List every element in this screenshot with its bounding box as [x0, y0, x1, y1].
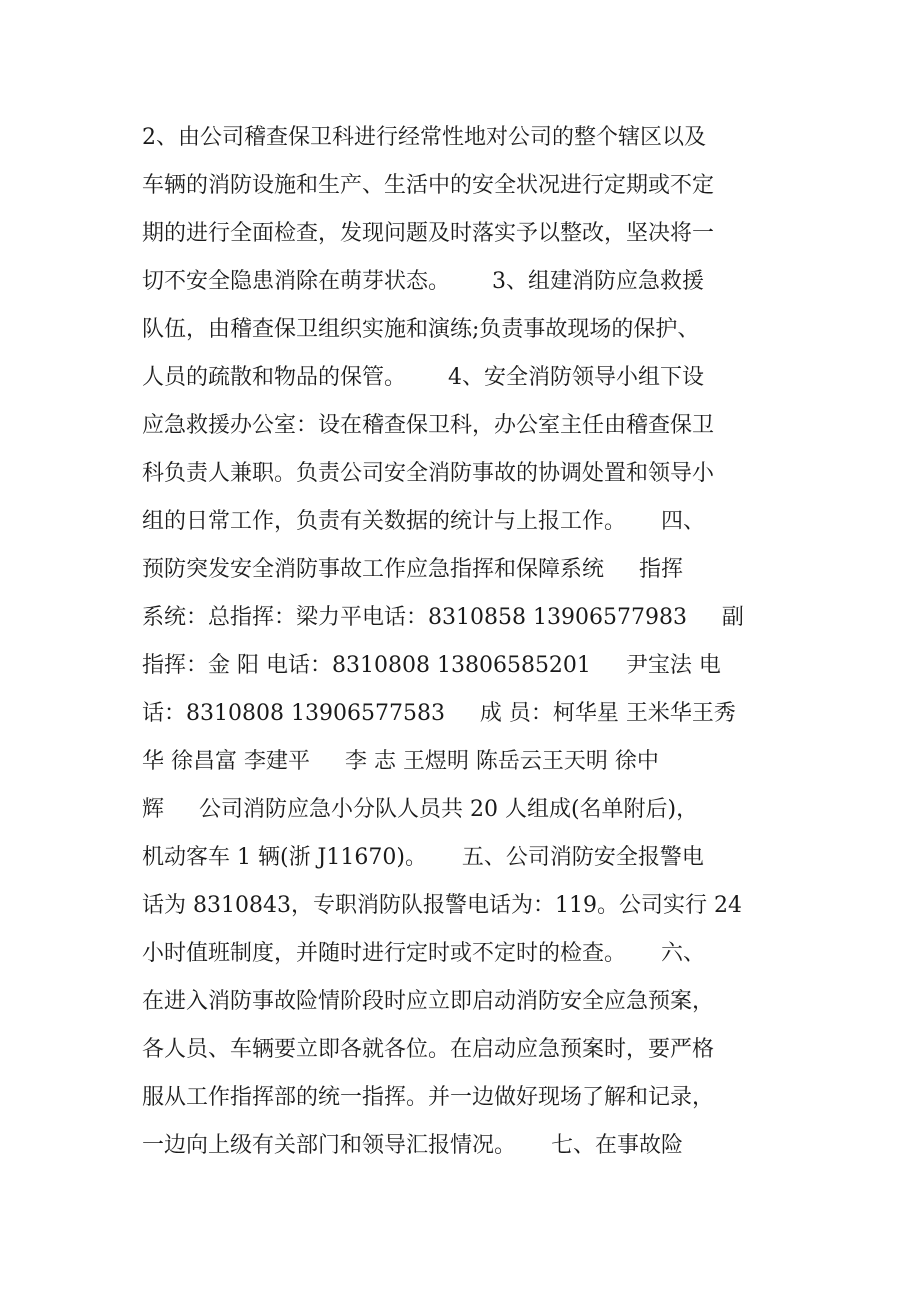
text-line-19: 在进入消防事故险情阶段时应立即启动消防安全应急预案，: [142, 989, 715, 1014]
text-line-4: 切不安全隐患消除在萌芽状态。 3、组建消防应急救援: [142, 269, 704, 294]
text-line-2: 车辆的消防设施和生产、生活中的安全状况进行定期或不定: [142, 173, 715, 198]
text-line-13: 话：8310808 13906577583 成 员：柯华星 王米华王秀: [142, 701, 736, 726]
body-text: [142, 114, 802, 1170]
text-line-1: 2、由公司稽查保卫科进行经常性地对公司的整个辖区以及: [142, 125, 706, 150]
text-line-12: 指挥：金 阳 电话：8310808 13806585201 尹宝法 电: [142, 653, 721, 678]
text-line-20: 各人员、车辆要立即各就各位。在启动应急预案时，要严格: [142, 1037, 715, 1062]
text-line-7: 应急救援办公室：设在稽查保卫科，办公室主任由稽查保卫: [142, 413, 715, 438]
text-line-5: 队伍，由稽查保卫组织实施和演练;负责事故现场的保护、: [142, 317, 700, 342]
text-line-9: 组的日常工作，负责有关数据的统计与上报工作。 四、: [142, 509, 705, 534]
text-line-15: 辉 公司消防应急小分队人员共 20 人组成(名单附后)，: [142, 797, 699, 822]
text-line-18: 小时值班制度，并随时进行定时或不定时的检查。 六、: [142, 941, 705, 966]
text-line-17: 话为 8310843，专职消防队报警电话为：119。公司实行 24: [142, 893, 742, 918]
text-line-10: 预防突发安全消防事故工作应急指挥和保障系统 指挥: [142, 557, 683, 582]
text-line-21: 服从工作指挥部的统一指挥。并一边做好现场了解和记录，: [142, 1085, 715, 1110]
text-line-8: 科负责人兼职。负责公司安全消防事故的协调处置和领导小: [142, 461, 715, 486]
text-line-3: 期的进行全面检查，发现问题及时落实予以整改，坚决将一: [142, 221, 715, 246]
text-line-14: 华 徐昌富 李建平 李 志 王煜明 陈岳云王天明 徐中: [142, 749, 659, 774]
text-line-11: 系统：总指挥：梁力平电话：8310858 13906577983 副: [142, 605, 744, 630]
text-line-6: 人员的疏散和物品的保管。 4、安全消防领导小组下设: [142, 365, 704, 390]
text-line-22: 一边向上级有关部门和领导汇报情况。 七、在事故险: [142, 1133, 683, 1158]
text-line-16: 机动客车 1 辆(浙 J11670)。 五、公司消防安全报警电: [142, 845, 704, 870]
